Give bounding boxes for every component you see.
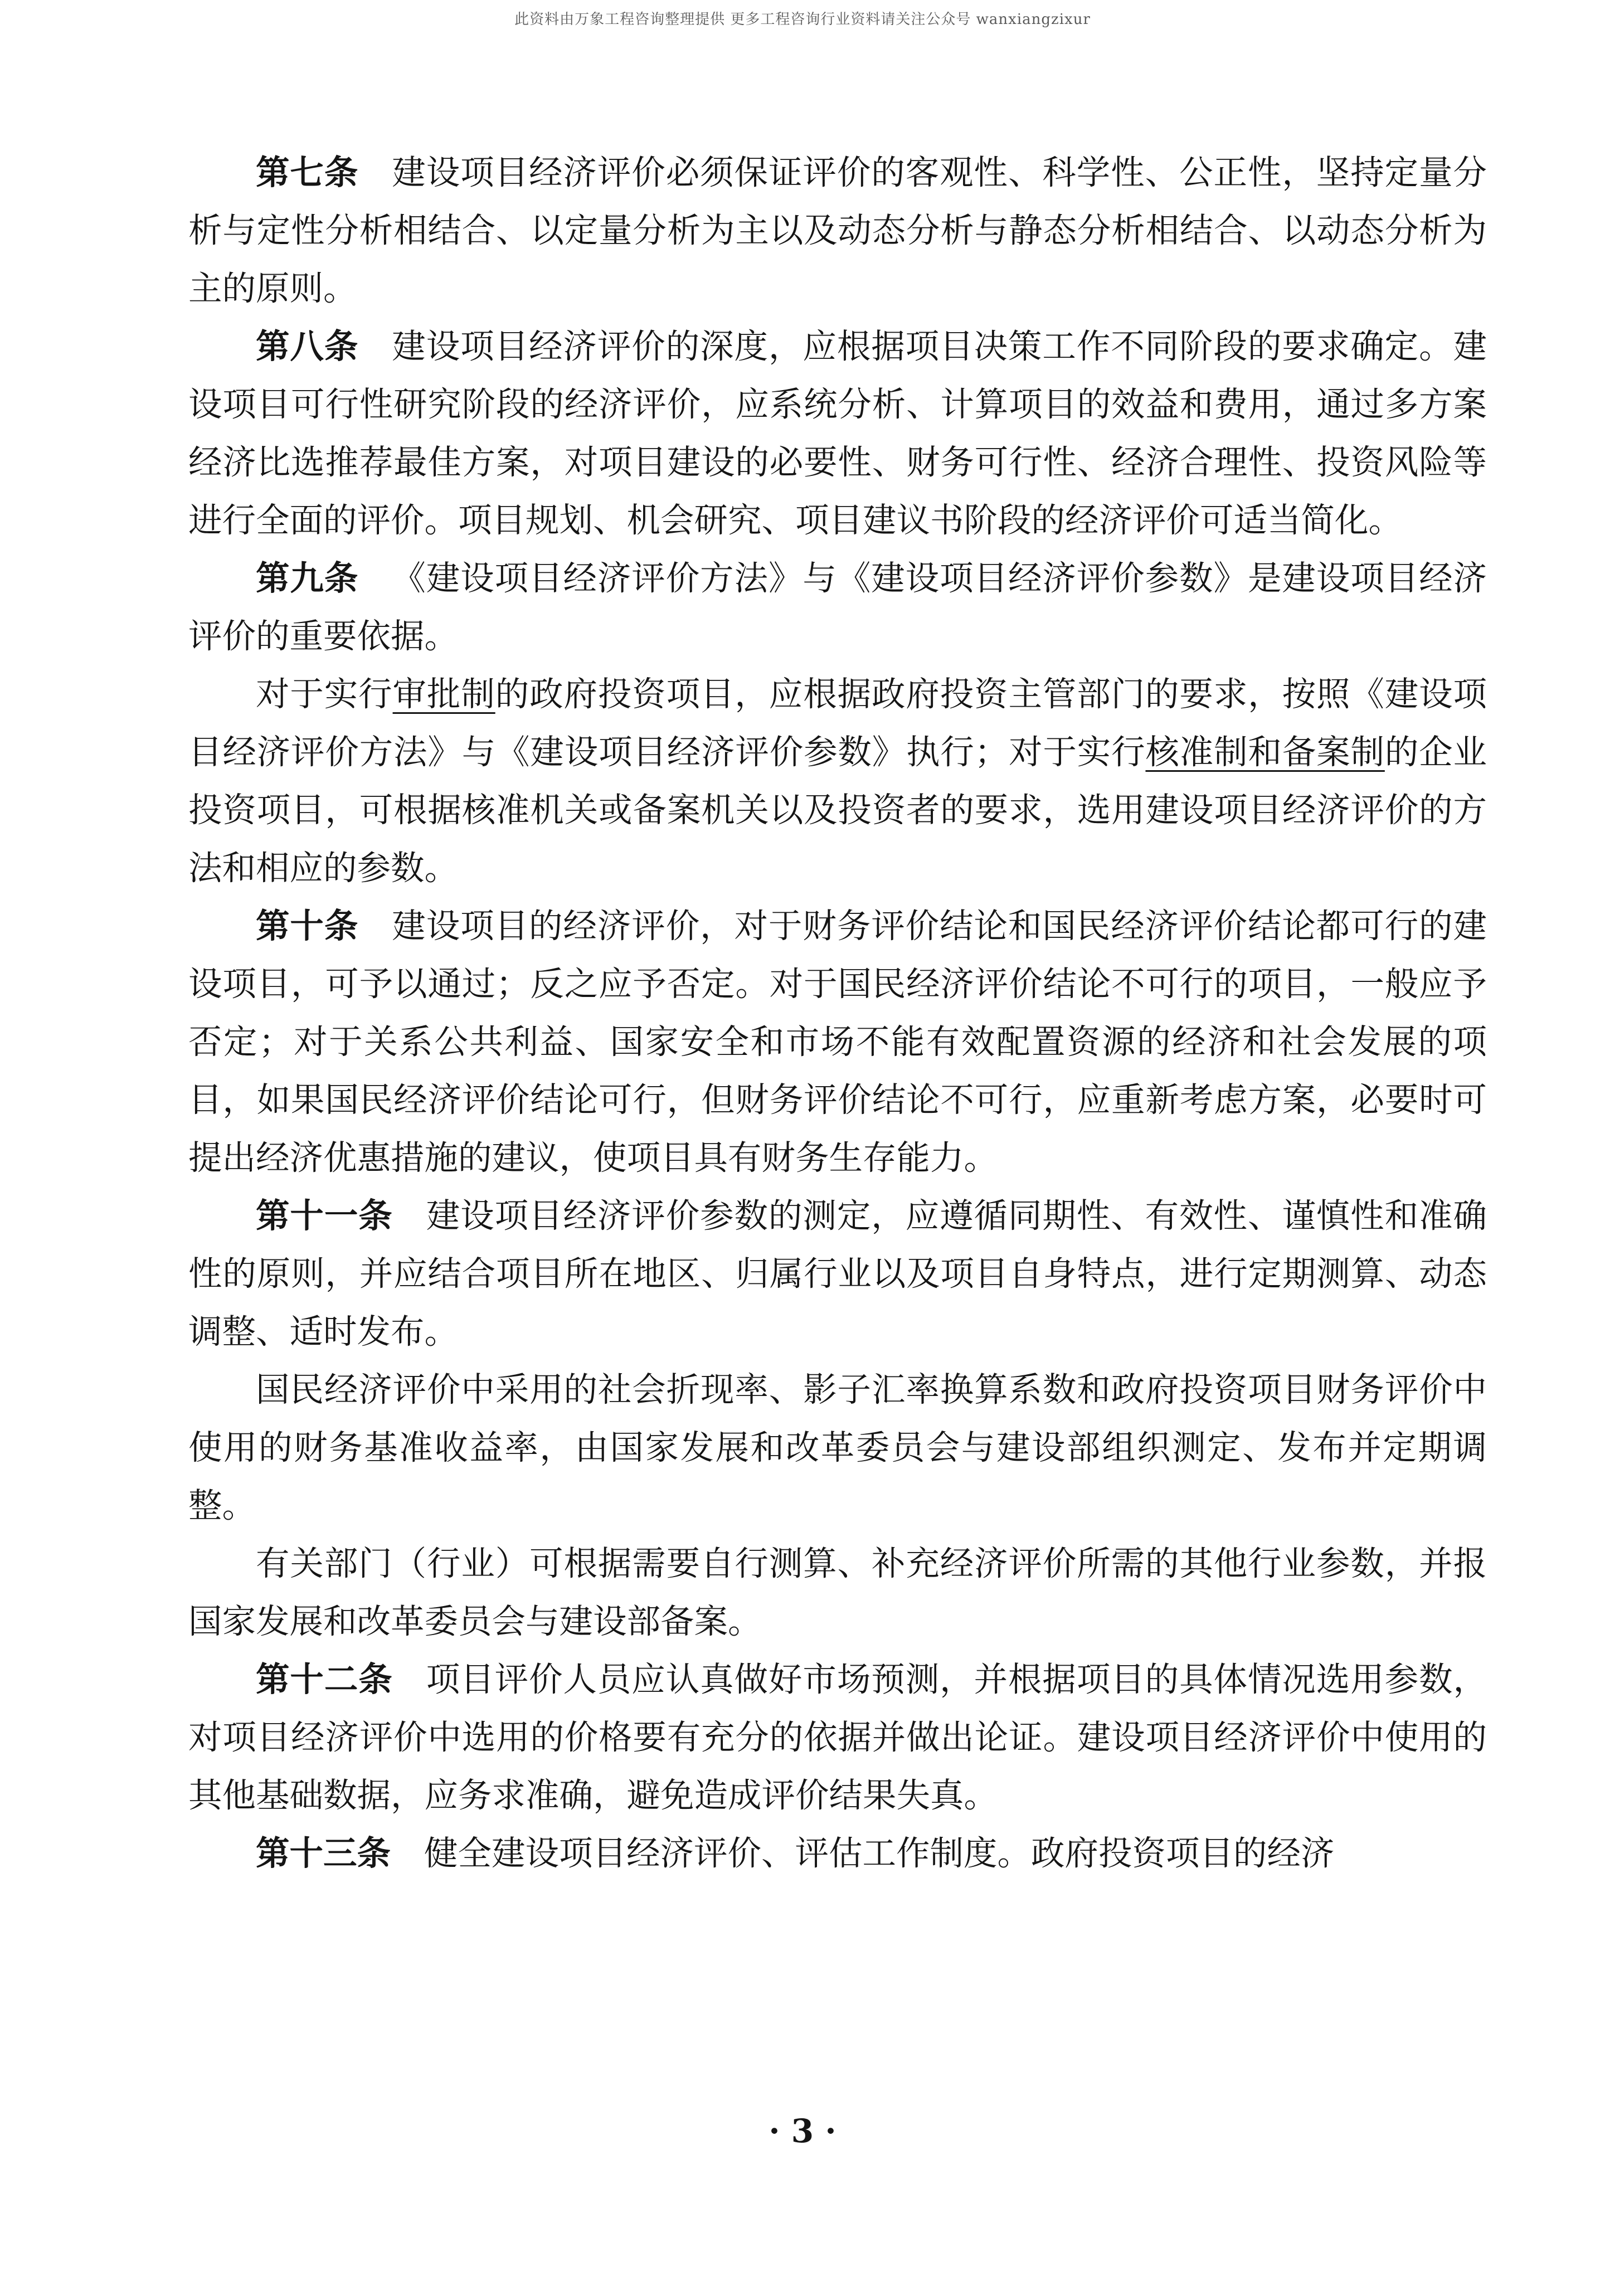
underlined-term: 审批制 bbox=[392, 675, 495, 714]
article-text: 建设项目经济评价必须保证评价的客观性、科学性、公正性，坚持定量分析与定性分析相结合、以定量分析为主以及动态分析与静态分析相结合、以动态分析为主的原则。 bbox=[188, 153, 1487, 308]
clause-text: 对于实行 bbox=[256, 675, 393, 714]
article-10 bbox=[188, 897, 1487, 1187]
page-number: · 3 · bbox=[769, 2112, 836, 2150]
clause-text: 的企业投资项目，可根据核准机关或备案机关以及投资者的要求，选用建设项目经济评价的方法和相应的参数。 bbox=[188, 733, 1487, 888]
article-text: 建设项目的经济评价，对于财务评价结论和国民经济评价结论都可行的建设项目，可予以通过；反之应予否定。对于国民经济评价结论不可行的项目，一般应予否定；对于关系公共利益、国家安全和市场不能有效配置资源的经济和社会发展的项目，如果国民经济评价结论可行，但财务评价结论不可行，应重新考虑方案，必要时可提出经济优惠措施的建议，使项目具有财务生存能力。 bbox=[188, 907, 1487, 1178]
article-heading: 第八条 bbox=[256, 327, 359, 366]
article-11 bbox=[188, 1187, 1487, 1361]
article-text: 项目评价人员应认真做好市场预测，并根据项目的具体情况选用参数，对项目经济评价中选用的价格要有充分的依据并做出论证。建设项目经济评价中使用的其他基础数据，应务求准确，避免造成评价结果失真。 bbox=[188, 1660, 1487, 1815]
clause-text: 的政府投资项目，应根据政府投资主管部门的要求，按照《建设项目经济评价方法》与《建设项目经济评价参数》执行；对于实行 bbox=[188, 675, 1487, 772]
article-13 bbox=[188, 1825, 1487, 1882]
article-text: 健全建设项目经济评价、评估工作制度。政府投资项目的经济 bbox=[424, 1834, 1335, 1873]
article-text: 建设项目经济评价的深度，应根据项目决策工作不同阶段的要求确定。建设项目可行性研究阶段的经济评价，应系统分析、计算项目的效益和费用，通过多方案经济比选推荐最佳方案，对项目建设的必要性、财务可行性、经济合理性、投资风险等进行全面的评价。项目规划、机会研究、项目建议书阶段的经济评价可适当简化。 bbox=[188, 327, 1487, 540]
article-8 bbox=[188, 318, 1487, 549]
article-12 bbox=[188, 1651, 1487, 1825]
article-heading: 第十一条 bbox=[256, 1196, 393, 1235]
article-heading: 第十条 bbox=[256, 906, 359, 946]
source-watermark-header: 此资料由万象工程咨询整理提供 更多工程咨询行业资料请关注公众号 wanxiangzixur bbox=[514, 11, 1091, 28]
article-text: 《建设项目经济评价方法》与《建设项目经济评价参数》是建设项目经济评价的重要依据。 bbox=[188, 559, 1487, 656]
clause-text: 有关部门（行业）可根据需要自行测算、补充经济评价所需的其他行业参数，并报国家发展和改革委员会与建设部备案。 bbox=[188, 1544, 1487, 1641]
article-heading: 第七条 bbox=[256, 153, 359, 192]
underlined-term: 核准制和备案制 bbox=[1145, 733, 1385, 772]
article-7 bbox=[188, 144, 1487, 318]
document-body bbox=[188, 144, 1487, 1882]
clause-text: 国民经济评价中采用的社会折现率、影子汇率换算系数和政府投资项目财务评价中使用的财务基准收益率，由国家发展和改革委员会与建设部组织测定、发布并定期调整。 bbox=[188, 1370, 1487, 1525]
article-9 bbox=[188, 549, 1487, 665]
article-text: 建设项目经济评价参数的测定，应遵循同期性、有效性、谨慎性和准确性的原则，并应结合项目所在地区、归属行业以及项目自身特点，进行定期测算、动态调整、适时发布。 bbox=[188, 1196, 1487, 1351]
article-9-clause bbox=[188, 665, 1487, 897]
article-11-clause-3 bbox=[188, 1535, 1487, 1651]
article-heading: 第九条 bbox=[256, 558, 359, 598]
article-11-clause-2 bbox=[188, 1361, 1487, 1535]
article-heading: 第十二条 bbox=[256, 1660, 393, 1699]
article-heading: 第十三条 bbox=[256, 1833, 391, 1873]
